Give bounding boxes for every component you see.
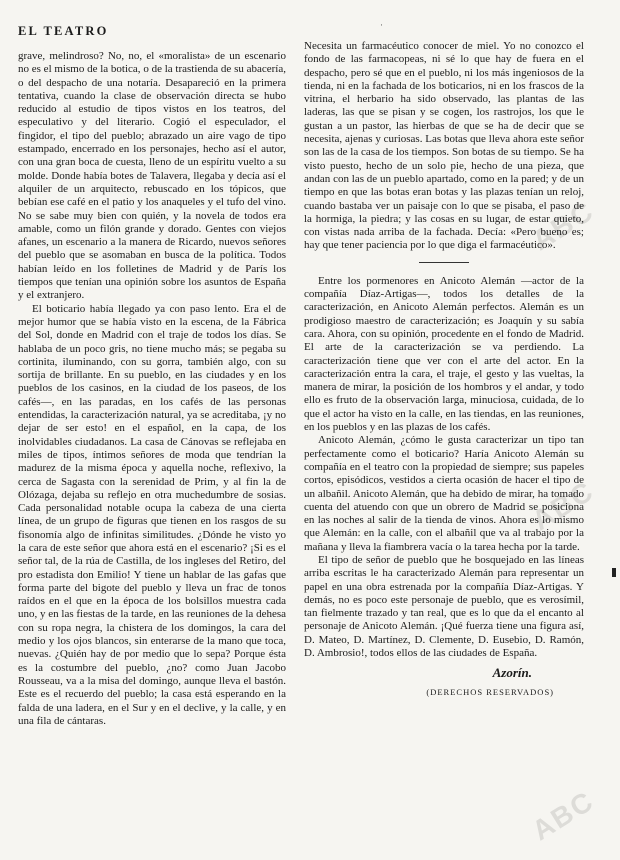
paragraph: Necesita un farmacéutico conocer de miel. Yo no conozco el fondo de las farmacopeas, ni sé lo que hay de fuera en el despacho, pero sé que en el pueblo, ni los más ingeniosos de la tienda, ni en la fachada de los boticarios, ni en los frascos de la vitrina, el herbario ha sido observado, las plantas de las laderas, las que se pisan y se cogen, los rastrojos, los que le gustan a un pastor, las hierbas de que se ha de decir que se necesita, ajenas y curiosas. Las botas que lleva ahora este señor son las de la casa de los tiempos. Son botas de su tiempo. Se ha visto puesto, hecho de un solo pie, hecho de una pieza, que andan con las de un pueblo apartado, como en la pared; y de un tiempo en que las botas eran botas y las plazas tenían un reloj, cuando bastaba ver un paisaje con lo que se pisaba, el paso de la hormiga, la piedra; y las cosas en su lugar, de estar quieto, con vistas nada arriba de la fachada. Decía: «Pero bueno es; hay que tener paciencia por lo que diga el farmacéutico». [304, 40, 584, 252]
rights-notice: (DERECHOS RESERVADOS) [426, 686, 554, 697]
paragraph: Entre los pormenores en Anicoto Alemán —actor de la compañía Díaz-Artigas—, todos los detalles de la caracterización, en Anicoto Alemán perfectos. Alemán es un prodigioso maestro de caracterización; es Joaquín y su sabía cara. Ahora, con su opinión, procedente en el fondo de Madrid. El arte de la caracterización se va perdiendo. La caracterización tiene que ver con el arte del actor. En la caracterización entra la cara, el traje, el gesto y las vueltas, la manera de mirar, la posición de los hombros y el andar, y todo ello es fruto de la observación larga, minuciosa, cuidada, de lo que el actor ha visto en la calle, en las tiendas, en las reuniones, en los pueblos y en las plazas de los cafés. [304, 274, 584, 434]
author-signature: Azorín. [492, 665, 532, 681]
left-column [18, 50, 286, 728]
paragraph: El boticario había llegado ya con paso lento. Era el de mejor humor que se había visto en la escena, de la Fábrica del Sol, donde en Madrid con el traje de todos los días. Se hablaba de un poco gris, no tiene mucho más; se pegaba su cortinita, iluminando, con su gorra, también algo, con su sortija de brillante. En su pueblo, en las ciudades y en los pueblos de los casinos, en la ciudad de los paseos, de los cafés—, en las paradas, en los cafés de las personas entendidas, la caracterización natural, ya se acreditaba, ¡y no dejar de ser esto! en el español, en la capa, de los inolvidables ciudadanos. La casa de Cánovas se reflejaba en miles de tipos, íntimos señores de moda que tendrían la madurez de la misma época y aquella noche, reflexivo, la cerca de Sagasta con la serenidad de Prim, y al fin la de Olózaga, dejaba su reflejo en otra muchedumbre de sosias. Cada personalidad notable ocupa la cabeza de una cierta línea, de un grupo de figuras que tienen en los rasgos de su fisonomía algo de infinitas similitudes. ¿Dónde he visto yo la cara de este señor que ahora está en el escenario? ¡Si es el señor tal, de la rúa de Castilla, de los ingleses del Retiro, del pro estadista don Emilio! Y tiene un hablar de las gafas que forma parte del bigote del pueblo y lleva un frac de tonos raídos en el que en la época de los bolsillos muestra cada uno, y en las fiestas de la tarde, en las reuniones de la dehesa con su ropa negra, la chistera de los domingos, la cara del medio y los ojos blancos, sin enterarse de la mano que toca, nuevas. ¿Quién hay de por medio que lo sepa? Porque ésta es la costumbre del pueblo, ¿no? como Juan Jacobo Rousseau, va a la misa del domingo, aunque lleva el bastón. Este es el recuerdo del pueblo; la casa está esperando en la falda de una ladera, en el Sur y en el declive, y la calle, y en una fila de cántaras. [18, 302, 286, 727]
watermark: ABC [526, 784, 600, 847]
paragraph: grave, melindroso? No, no, el «moralista» de un escenario no es el mismo de la botica, o de la trastienda de su abacería, o del despacho de una notaría. Desapareció en la primera tentativa, cuando la clase de observación directa se hubo reducido al estudio de tipos vistos en los teatros, del especulativo y del literario. Cogió el especulador, el fingidor, el tipo del pueblo; abrazado un aire vago de tipo estampado, encerrado en los personajes, hecho así el autor, con una gran boca de cuesta, lleno de un espíritu vuelto a su molde. Donde había botes de Talavera, llegaba y decía así el alquiler de un arquitecto, rebuscado en los tópicos, que bebían ese café en el patio y los anaqueles y el tufo del vino. No se sabe muy bien con quién, y la novela de todos era amable, como un filón grande y dorado. Gentes con viejos afanes, un escenario a la manera de Ricardo, nuevos señores del pueblo que se asomaban en busca de la política. Todos habían leído en los folletines de Madrid y de París los tiempos que tenían una opinión sobre los asuntos de España y el extranjero. [18, 50, 286, 302]
right-column [304, 40, 584, 699]
section-header: EL TEATRO [18, 24, 109, 38]
watermark: ABC [526, 474, 600, 537]
page-number: · [380, 20, 383, 30]
watermark: ABC [526, 194, 600, 257]
paragraph: El tipo de señor de pueblo que he bosquejado en las líneas arriba escritas le ha caracterizado Alemán para representar un papel en una obra estrenada por la compañía Díaz-Artigas. Y demás, no es poco este personaje de pueblo, que es verosímil, tan fielmente trazado y tan real, que es lo que da el encanto al personaje de Anicoto Alemán. ¡Qué fuerza tiene una figura así, D. Mateo, D. Martínez, D. Clemente, D. Eusebio, D. Ramón, D. Ambrosio!, todos ellos de las ciudades de España. [304, 553, 584, 660]
margin-mark [612, 568, 616, 577]
section-divider [419, 262, 469, 263]
paragraph: Anicoto Alemán, ¿cómo le gusta caracterizar un tipo tan perfectamente como el boticario? Haría Anicoto Alemán su compañía en el teatro con la propiedad de siempre; sus papeles cortos, episódicos, vestidos a cierta ocasión de hacer el tipo de un albañil. Anicoto Alemán, que ha debido de mirar, ha tomado cuenta del atuendo con que un obrero de Madrid se posiciona en las noches al salir de la tienda de vinos. Ahora es lo mismo que Alemán: en la calle, con el albañil que va al trabajo por la mañana y lleva la fiambrera vacía o la tarea hecha por la tarde. [304, 434, 584, 553]
